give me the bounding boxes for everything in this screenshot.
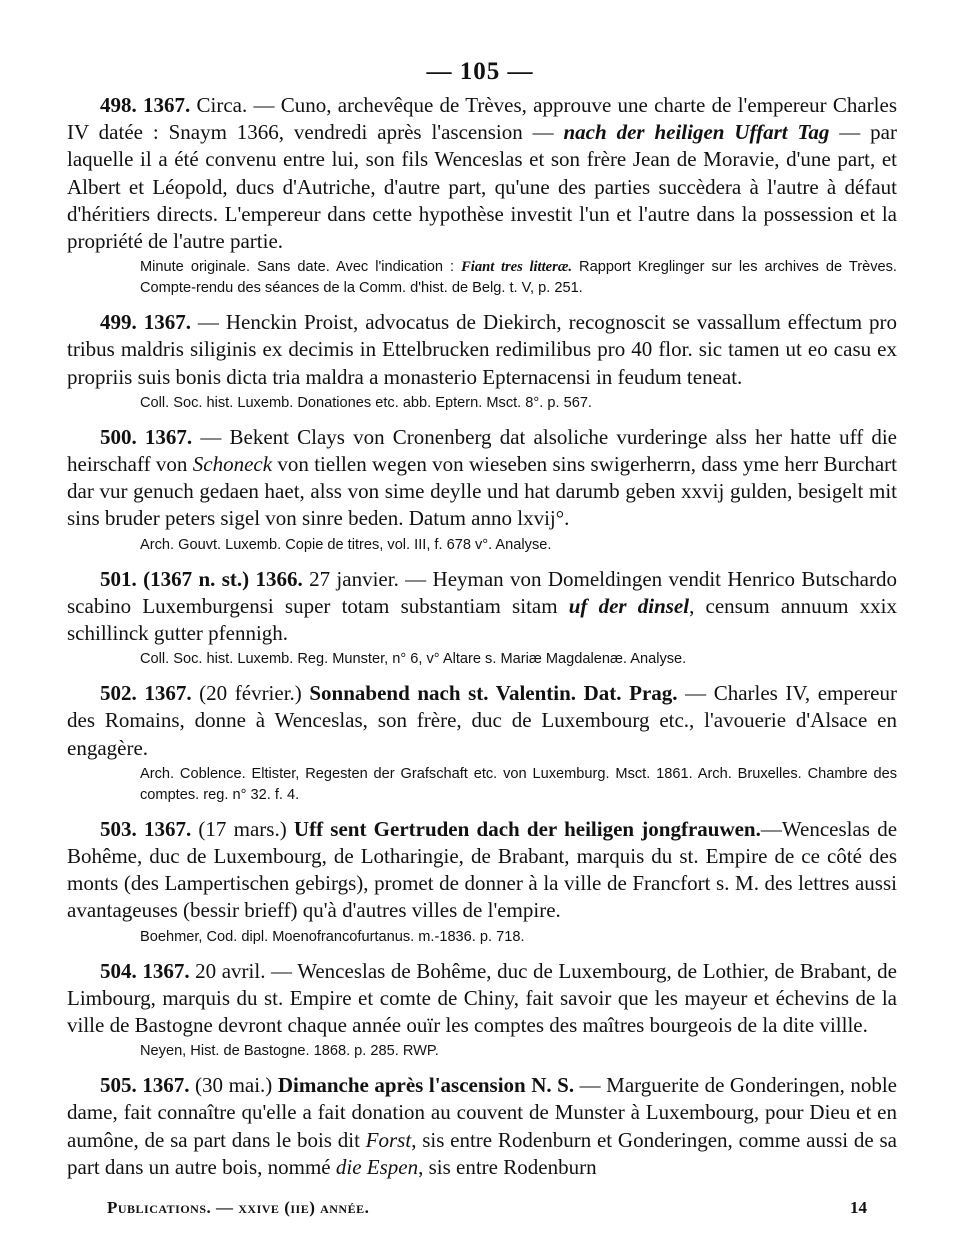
entry-dating: Dimanche après l'ascension N. S. xyxy=(277,1073,575,1098)
entry-source xyxy=(67,927,897,948)
entry-number: 505. xyxy=(100,1073,137,1098)
entry-number: 498. xyxy=(100,93,137,117)
page-footer xyxy=(107,1198,867,1218)
entry-text xyxy=(67,958,897,1040)
entry-number: 499. xyxy=(100,310,137,335)
entry-body: —Wenceslas de Bohême, duc de Luxembourg, de Lotharingie, de Brabant, marquis du st. Empire de ce côté des monts (des Lampertischen gebirgs), promet de donner à la ville de Francfort s. M. des lettres aussi avantageuses (bessir brieff) qu'à d'autres villes de l'empire. xyxy=(67,816,898,923)
entry-year: 1367. xyxy=(142,958,190,983)
entry-text xyxy=(67,424,897,533)
entry-number: 504. xyxy=(100,958,137,983)
entry-date-note: (1367 n. st.) xyxy=(136,566,256,591)
entry-year: 1367. xyxy=(144,681,192,706)
entry-year: 1366. xyxy=(255,566,303,591)
footer-signature: 14 xyxy=(850,1198,867,1217)
entry-source xyxy=(67,649,897,670)
entry-place: Schoneck xyxy=(192,452,273,477)
entry-body: — par laquelle il a été convenu entre lui, son fils Wenceslas et son frère Jean de Moravie, d'une part, et Albert et Léopold, ducs d'Autriche, d'autre part, qu'une des parties succèdera à l'autre à défaut d'héritiers directs. L'empereur dans cette hypothèse investit l'un et l'autre dans la possession et la propriété de l'autre partie. xyxy=(67,120,897,254)
entry-year: 1367. xyxy=(143,816,192,841)
entry-body: — Charles IV, empereur des Romains, donne à Wenceslas, son frère, duc de Luxembourg etc., l'avouerie d'Alsace en engagère. xyxy=(67,681,897,760)
entry-499 xyxy=(67,309,897,414)
entry-text xyxy=(67,92,897,255)
entry-text xyxy=(67,309,897,391)
source-text: Neyen, Hist. de Bastogne. 1868. p. 285. RWP. xyxy=(140,1043,439,1060)
entry-body: — Henckin Proist, advocatus de Diekirch, recognoscit se vassallum effectum pro tribus maldris siliginis ex decimis in Ettelbrucken redimilibus pro 40 flor. sic tamen ut eo casu ex propriis suis bonis dicta tria maldra a monasterio Epternacensi in feudum teneat. xyxy=(67,310,897,389)
source-text: Arch. Coblence. Eltister, Regesten der Grafschaft etc. von Luxemburg. Msct. 1861. Arch. Bruxelles. Chambre des comptes. reg. n° 32. f. 4. xyxy=(140,765,897,803)
entry-body: Circa. — Cuno, archevêque de Trèves, approuve une charte de l'empereur Charles IV datée : Snaym 1366, vendredi après l'ascension — xyxy=(67,93,897,145)
entry-500 xyxy=(67,424,897,556)
entry-number: 503. xyxy=(100,816,137,841)
entry-body: (20 février.) xyxy=(191,681,310,706)
entry-body: — Marguerite de Gonderingen, noble dame, fait connaître qu'elle a fait donation au couvent de Munster à Luxembourg, pour Dieu et en aumône, de sa part dans le bois dit xyxy=(67,1073,897,1152)
entry-body: (30 mai.) xyxy=(189,1073,278,1098)
source-text: Coll. Soc. hist. Luxemb. Donationes etc. abb. Eptern. Msct. 8°. p. 567. xyxy=(140,394,592,411)
entry-body: (17 mars.) xyxy=(191,816,294,841)
entry-body: 20 avril. — Wenceslas de Bohême, duc de Luxembourg, de Lothier, de Brabant, de Limbourg, marquis du st. Empire et comte de Chiny, fait savoir que les mayeur et échevins de la ville de Bastogne devront chaque année ouïr les comptes des maîtres bourgeois de la dite villle. xyxy=(67,958,898,1038)
entry-504 xyxy=(67,958,897,1063)
entry-place: Forst xyxy=(365,1127,412,1152)
entry-body: , sis entre Rodenburn et Gonderingen, comme aussi de sa part dans un autre bois, nommé xyxy=(67,1127,897,1179)
entry-body: 27 janvier. — Heyman von Domeldingen vendit Henrico Butschardo scabino Luxemburgensi super totam substantiam sitam xyxy=(67,566,897,618)
entry-year: 1367. xyxy=(143,310,191,335)
footer-publication: Publications. — xxive (iie) année. xyxy=(107,1198,370,1217)
entry-quote: nach der heiligen Uffart Tag xyxy=(563,120,830,145)
entry-503 xyxy=(67,816,897,948)
entry-505 xyxy=(67,1072,897,1181)
source-text: Boehmer, Cod. dipl. Moenofrancofurtanus. m.-1836. p. 718. xyxy=(140,928,525,945)
source-text: Coll. Soc. hist. Luxemb. Reg. Munster, n° 6, v° Altare s. Mariæ Magdalenæ. Analyse. xyxy=(140,651,687,668)
entry-text xyxy=(67,816,897,925)
entry-text xyxy=(67,566,897,648)
entry-source xyxy=(67,535,897,556)
entry-body: — Bekent Clays von Cronenberg dat alsoliche vurderinge alss her hatte uff die heirschaff von xyxy=(67,424,898,477)
entry-number: 501. xyxy=(100,566,137,591)
entry-body: , censum annuum xxix schillinck gutter pfennigh. xyxy=(67,593,897,646)
entry-text xyxy=(67,1072,897,1181)
entry-year: 1367. xyxy=(142,1073,190,1098)
entry-place: die Espen xyxy=(335,1154,419,1179)
entry-number: 502. xyxy=(100,681,137,706)
entry-place: uf der dinsel xyxy=(568,593,690,618)
entry-year: 1367. xyxy=(143,93,191,117)
source-text: Arch. Gouvt. Luxemb. Copie de titres, vol. III, f. 678 v°. Analyse. xyxy=(140,536,552,553)
entry-source xyxy=(67,1041,897,1062)
entry-498 xyxy=(67,92,897,299)
entry-number: 500. xyxy=(100,424,137,449)
entry-body: von tiellen wegen von wieseben sins swigerherrn, dass yme herr Burchart dar vur genuch gedaen haet, alss von sime deylle und hat darumb geben xxvij gulden, besigelt mit sins bruder peters sigel von sinre beden. Datum anno lxvij°. xyxy=(67,452,897,531)
entry-dating: Uff sent Gertruden dach der heiligen jongfrauwen. xyxy=(293,816,761,841)
entry-year: 1367. xyxy=(144,424,193,449)
entry-502 xyxy=(67,680,897,806)
source-quote: Fiant tres litteræ. xyxy=(461,259,573,276)
entry-dating: Sonnabend nach st. Valentin. Dat. Prag. xyxy=(309,681,678,706)
entry-501 xyxy=(67,566,897,671)
entry-source xyxy=(67,764,897,806)
entry-source xyxy=(67,393,897,414)
source-text: Rapport Kreglinger sur les archives de Trèves. Compte-rendu des séances de la Comm. d'hist. de Belg. t. V, p. 251. xyxy=(140,259,897,297)
entry-source xyxy=(67,257,897,299)
entry-text xyxy=(67,680,897,762)
page-number: — 105 — xyxy=(426,58,534,85)
source-text: Minute originale. Sans date. Avec l'indication : xyxy=(140,259,462,276)
entry-body: , sis entre Rodenburn xyxy=(418,1154,597,1179)
page-content xyxy=(67,92,897,1181)
